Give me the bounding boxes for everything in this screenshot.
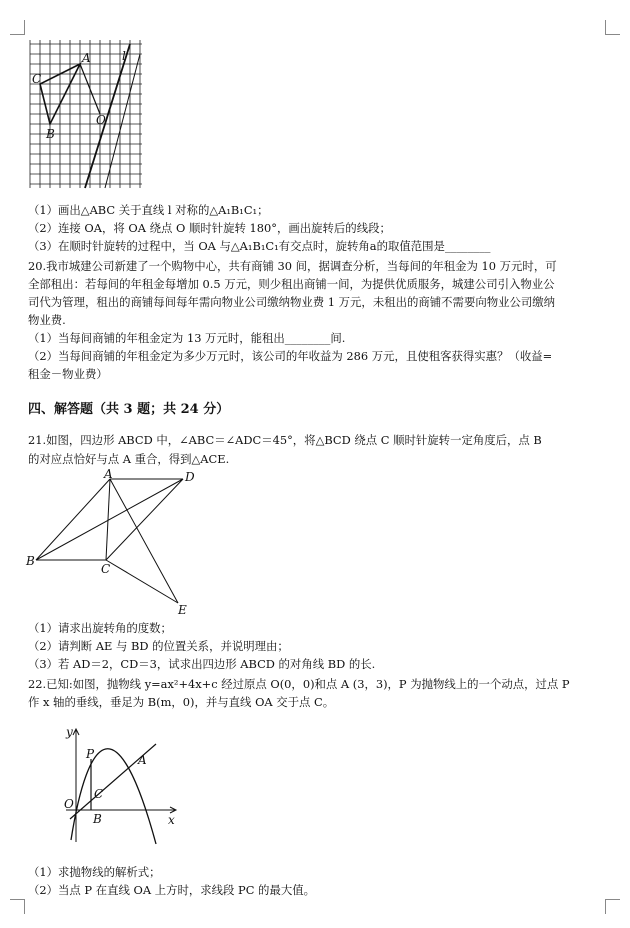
parabola-figure [58,722,183,852]
label-C: C [32,72,42,86]
label-x: x [168,813,175,827]
q20-part2-cont: 租金－物业费） [28,367,108,381]
label-A: A [104,467,113,481]
q19-part1: （1）画出△ABC 关于直线 l 对称的△A₁B₁C₁； [28,203,269,217]
crop-mark-top-right [605,20,620,35]
grid-figure [30,40,150,190]
q21-line1: 21.如图，四边形 ABCD 中，∠ABC＝∠ADC＝45°，将△BCD 绕点 C 顺时针旋转一定角度后，点 B [28,433,542,447]
q20-part2: （2）当每间商铺的年租金定为多少万元时，该公司的年收益为 286 万元，且使租客获得实惠？（收益= [28,349,553,363]
crop-mark-bottom-right [605,899,620,914]
label-E: E [178,603,187,617]
q22-line2: 作 x 轴的垂线，垂足为 B(m，0)，并与直线 OA 交于点 C。 [28,695,335,709]
q21-part1: （1）请求出旋转角的度数； [28,621,172,635]
line-l [85,44,130,188]
crop-mark-top-left [10,20,25,35]
label-O: O [64,797,74,811]
q19-part3: （3）在顺时针旋转的过程中，当 OA 与△A₁B₁C₁有交点时，旋转角a的取值范围是________ [28,239,491,253]
q20-line2: 全部租出：若每间的年租金每增加 0.5 万元，则少租出商铺一间，为提供优质服务，城建公司引入物业公 [28,277,555,291]
q21-part2: （2）请判断 AE 与 BD 的位置关系，并说明理由； [28,639,289,653]
q19-part2: （2）连接 OA，将 OA 绕点 O 顺时针旋转 180°，画出旋转后的线段； [28,221,391,235]
quadrilateral-figure [26,467,208,618]
label-D: D [185,470,195,484]
label-B: B [46,127,55,141]
crop-mark-bottom-left [10,899,25,914]
label-A: A [82,51,91,65]
q21-part3: （3）若 AD＝2，CD＝3，试求出四边形 ABCD 的对角线 BD 的长. [28,657,376,671]
label-l: l [122,49,126,63]
q22-part1: （1）求抛物线的解析式； [28,865,161,879]
label-C: C [94,787,104,801]
label-B: B [93,812,102,826]
q20-line4: 物业费. [28,313,66,327]
q22-part2: （2）当点 P 在直线 OA 上方时，求线段 PC 的最大值。 [28,883,316,897]
q20-line1: 20.我市城建公司新建了一个购物中心，共有商铺 30 间，据调查分析，当每间的年租金为 10 万元时，可 [28,259,557,273]
label-O: O [96,113,106,127]
label-P: P [86,747,95,761]
q22-line1: 22.已知:如图，抛物线 y=ax²+4x+c 经过原点 O(0，0)和点 A (3，3)，P 为抛物线上的一个动点，过点 P [28,677,570,691]
q20-part1: （1）当每间商铺的年租金定为 13 万元时，能租出________间. [28,331,346,345]
section-heading: 四、解答题（共 3 题；共 24 分） [28,402,230,417]
label-A: A [138,753,147,767]
q21-line2: 的对应点恰好与点 A 重合，得到△ACE. [28,452,230,466]
label-y: y [66,725,73,739]
label-C: C [101,562,111,576]
q20-line3: 司代为管理，租出的商铺每间每年需向物业公司缴纳物业费 1 万元，未租出的商铺不需要向物业公司缴纳 [28,295,556,309]
label-B: B [26,554,35,568]
